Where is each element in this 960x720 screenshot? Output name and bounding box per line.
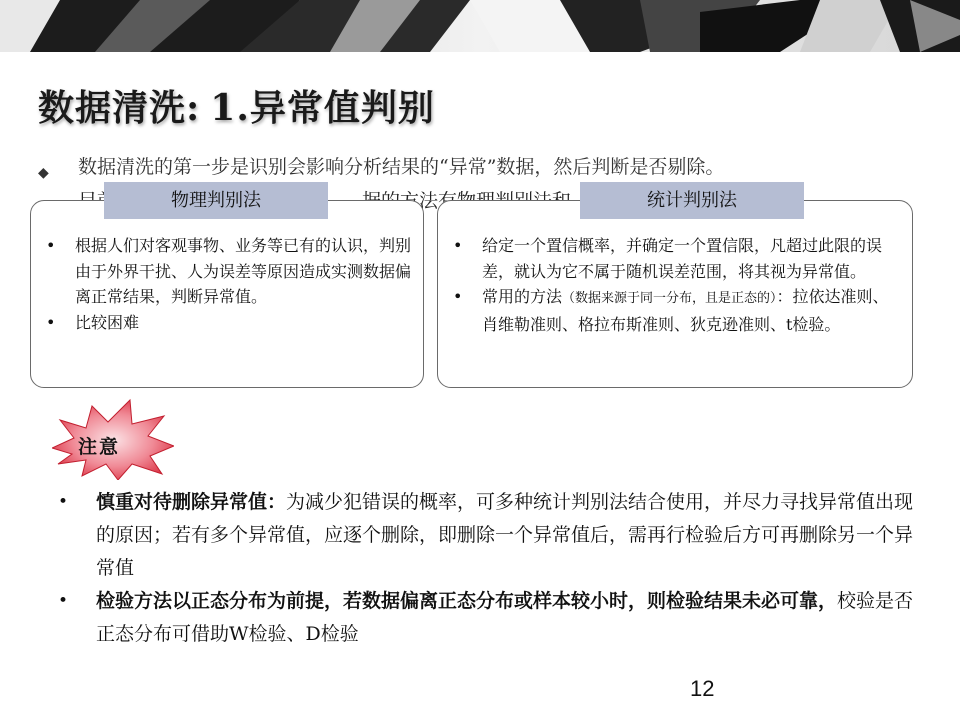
intro-line-1: 数据清洗的第一步是识别会影响分析结果的“异常”数据，然后判断是否剔除。 [78,156,725,178]
note-1-emphasis: 慎重对待删除异常值： [96,491,287,513]
note-2-text: 校验是否正态分布可借助W检验、D检验 [96,590,914,645]
statistical-method-tag: 统计判别法 [580,182,804,219]
note-1-text: 为减少犯错误的概率，可多种统计判别法结合使用，并尽力寻找异常值出现的原因；若有多个异常值，应逐个删除，即删除一个异常值后，需再行检验后方可再删除另一个异常值 [96,491,914,579]
note-item-1 [52,486,922,585]
slide-title-topic: 1.异常值判别 [210,87,435,129]
physical-method-list [43,233,415,335]
physical-point-2: • 比较困难 [43,310,415,336]
diamond-bullet-icon: ◆ [38,165,49,181]
decorative-banner [0,0,960,52]
physical-point-1: • 根据人们对客观事物、业务等已有的认识，判别由于外界干扰、人为误差等原因造成实测数据偏离正常结果，判断异常值。 [43,233,415,310]
statistical-point-2 [450,284,902,337]
notice-label: 注意 [78,436,121,458]
statistical-method-list [450,233,902,337]
notes-list [52,486,922,651]
physical-method-box [30,200,424,388]
page-number: 12 [690,676,715,701]
note-2-emphasis: 检验方法以正态分布为前提，若数据偏离正态分布或样本较小时，则检验结果未必可靠， [96,590,838,612]
statistical-point-2-prefix: 常用的方法 [482,287,563,306]
physical-method-tag: 物理判别法 [104,182,328,219]
statistical-point-2-note: （数据来源于同一分布，且是正态的） [562,291,777,306]
statistical-point-2-rest: ：拉依达准则、肖维勒准则、格拉布斯准则、狄克逊准则、t检验。 [482,287,889,334]
note-item-2 [52,585,922,651]
statistical-method-box [437,200,913,388]
slide-title-prefix: 数据清洗: [38,87,201,129]
statistical-point-1: • 给定一个置信概率，并确定一个置信限，凡超过此限的误差，就认为它不属于随机误差范围，将其视为异常值。 [450,233,902,284]
slide-title [38,80,435,131]
banner-graphic [0,0,960,52]
